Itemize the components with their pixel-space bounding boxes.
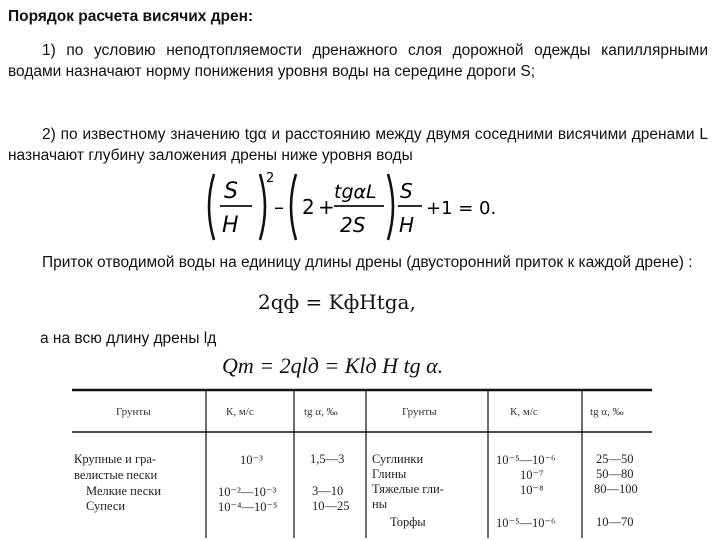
soil-table (72, 388, 652, 538)
left-k-3: 10⁻⁴—10⁻⁵ (218, 500, 278, 514)
frac1-den: H (222, 213, 239, 238)
right-tg-2: 80—100 (594, 482, 638, 496)
paragraph-3 (8, 252, 708, 273)
right-k-1: 10⁻⁷ (520, 468, 544, 482)
header-k-1: К, м/с (226, 406, 254, 418)
right-k-2: 10⁻⁸ (520, 483, 544, 497)
paren-left-2 (291, 174, 296, 240)
two-term: 2 (302, 195, 315, 219)
right-soil-3: ны (372, 497, 388, 511)
header-tg-2: tg α, ‰ (590, 406, 624, 418)
frac2-den: 2S (340, 213, 366, 237)
right-soil-0: Суглинки (372, 452, 424, 466)
formula-drain-depth (202, 168, 502, 246)
left-k-2: 10⁻²—10⁻³ (218, 485, 277, 499)
header-tg-1: tg α, ‰ (304, 406, 338, 418)
header-k-2: К, м/с (510, 406, 538, 418)
right-k-4: 10⁻⁵—10⁻⁶ (496, 516, 556, 530)
paren-left-1 (209, 174, 214, 240)
soil-table-grid (72, 388, 652, 538)
left-tg-3: 10—25 (312, 499, 350, 513)
right-soil-2: Тяжелые гли- (372, 482, 444, 496)
left-soil-0: Крупные и гра- (74, 452, 157, 466)
left-tg-2: 3—10 (312, 484, 344, 498)
formula-inflow-total: Qт = 2qlд = Klд H tg α. (222, 353, 444, 378)
right-tg-0: 25—50 (596, 452, 634, 466)
paragraph-3-text: Приток отводимой воды на единицу длины дрены (двусторонний приток к каждой дрене) : (42, 254, 693, 271)
left-soil-1: велистые пески (74, 468, 158, 482)
paragraph-2-text: 2) по известному значению tgα и расстоянию между двумя соседними висячими дренами L назначают глубину заложения дрены ниже уровня воды (8, 126, 708, 164)
left-soil-3: Супеси (86, 499, 126, 513)
right-tg-1: 50—80 (596, 467, 634, 481)
paragraph-2 (8, 124, 708, 166)
plus-sign: + (318, 195, 335, 219)
frac2-num: tgαL (334, 181, 377, 203)
header-soil-2: Грунты (402, 406, 437, 418)
frac3-num: S (400, 179, 413, 203)
paragraph-1-text: 1) по условию неподтопляемости дренажного слоя дорожной одежды капиллярными водами назначают норму понижения уровня воды на середине дороги S; (8, 42, 708, 80)
paren-right-1 (260, 174, 265, 240)
header-soil-1: Грунты (116, 406, 151, 418)
paren-right-2 (388, 174, 393, 240)
left-soil-2: Мелкие пески (86, 484, 162, 498)
paragraph-4: а на всю длину дрены lд (40, 330, 217, 347)
right-tg-4: 10—70 (596, 515, 634, 529)
right-soil-1: Глины (372, 467, 407, 481)
minus-sign: – (274, 195, 284, 219)
frac1-num: S (224, 179, 238, 204)
exp-2: 2 (266, 171, 275, 186)
formula-inflow-unit: 2qф = KфHtga, (258, 290, 416, 314)
tail-term: +1 = 0. (426, 198, 497, 219)
page-title: Порядок расчета висячих дрен: (8, 8, 254, 25)
right-k-0: 10⁻⁵—10⁻⁶ (496, 453, 556, 467)
frac3-den: H (399, 213, 415, 237)
paragraph-1 (8, 40, 708, 82)
right-soil-4: Торфы (390, 515, 426, 529)
left-k-0: 10⁻³ (240, 453, 263, 467)
left-tg-0: 1,5—3 (310, 452, 345, 466)
